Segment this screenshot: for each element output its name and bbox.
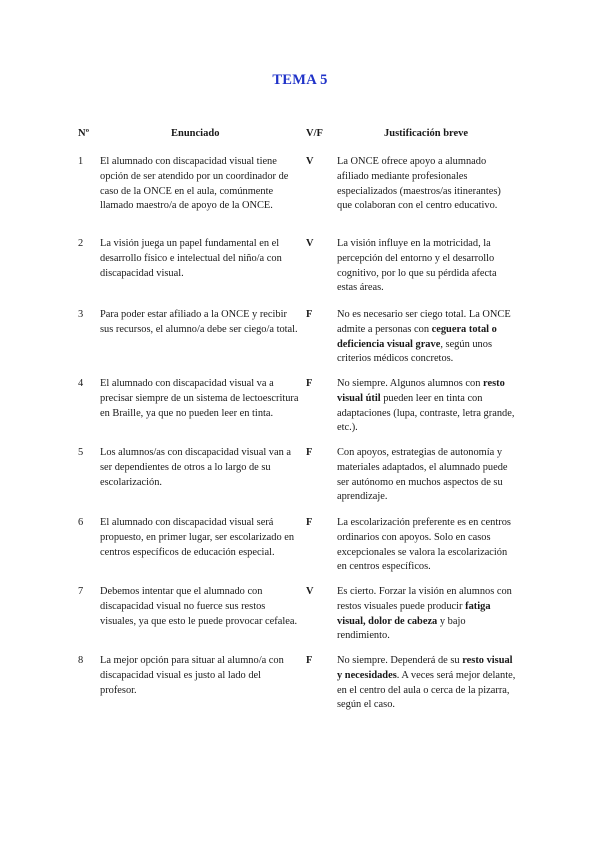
justification-segment: No siempre. Algunos alumnos con bbox=[337, 378, 484, 389]
row-statement: Los alumnos/as con discapacidad visual van a ser dependientes de otros a lo largo de su escolarización. bbox=[100, 447, 292, 488]
justification-segment: La ONCE ofrece apoyo a alumnado afiliado mediante profesionales especializados (maestros/as itinerantes) que colaboran con el centro educativo. bbox=[337, 156, 501, 212]
row-statement: La mejor opción para situar al alumno/a con discapacidad visual es justo al lado del profesor. bbox=[100, 655, 284, 696]
row-number: 5 bbox=[78, 447, 84, 458]
justification-segment: La visión influye en la motricidad, la percepción del entorno y el desarrollo cognitivo, por lo que su pérdida afecta estas áreas. bbox=[337, 238, 497, 294]
row-statement: La visión juega un papel fundamental en el desarrollo físico e intelectual del niño/a con discapacidad visual. bbox=[100, 238, 282, 279]
row-justification bbox=[337, 654, 517, 713]
justification-segment: No siempre. Dependerá de su bbox=[337, 655, 463, 666]
row-vf: F bbox=[306, 447, 313, 458]
header-justification: Justificación breve bbox=[384, 128, 469, 139]
justification-bold-segment: ceguera total o deficiencia visual grave bbox=[337, 323, 497, 350]
row-justification bbox=[337, 516, 517, 575]
row-number: 6 bbox=[78, 517, 84, 528]
row-vf: F bbox=[306, 309, 313, 320]
row-statement: El alumnado con discapacidad visual será propuesto, en primer lugar, ser escolarizado en centros específicos de educación especial. bbox=[100, 517, 295, 558]
justification-segment: , según unos criterios médicos concretos. bbox=[337, 338, 492, 365]
row-number: 3 bbox=[78, 309, 84, 320]
justification-segment: La escolarización preferente es en centros ordinarios con apoyos. Solo en casos excepcionales se valora la escolarización en centros específicos. bbox=[337, 517, 511, 573]
row-vf: V bbox=[306, 238, 314, 249]
table-header bbox=[0, 128, 600, 144]
header-vf: V/F bbox=[306, 128, 323, 139]
row-vf: F bbox=[306, 655, 313, 666]
page-title: TEMA 5 bbox=[272, 72, 328, 88]
justification-bold-segment: fatiga visual, dolor de cabeza bbox=[337, 600, 491, 627]
row-justification bbox=[337, 155, 517, 214]
justification-segment: Es cierto. Forzar la visión en alumnos con restos visuales puede producir bbox=[337, 586, 512, 612]
justification-segment: y bajo rendimiento. bbox=[337, 615, 466, 642]
row-number: 2 bbox=[78, 238, 84, 249]
row-justification bbox=[337, 308, 517, 367]
row-number: 8 bbox=[78, 655, 84, 666]
header-num: Nº bbox=[78, 128, 90, 139]
row-number: 7 bbox=[78, 586, 84, 597]
row-number: 4 bbox=[78, 378, 84, 389]
row-vf: F bbox=[306, 378, 313, 389]
justification-segment: No es necesario ser ciego total. La ONCE admite a personas con bbox=[337, 309, 511, 335]
row-statement: El alumnado con discapacidad visual va a precisar siempre de un sistema de lectoescritura en Braille, ya que no pueden leer en tinta. bbox=[100, 378, 299, 419]
row-justification bbox=[337, 446, 517, 505]
row-vf: V bbox=[306, 156, 314, 167]
justification-bold-segment: resto visual útil bbox=[337, 378, 505, 404]
justification-segment: . A veces será mejor delante, en el centro del aula o cerca de la pizarra, según el caso. bbox=[337, 669, 516, 711]
row-justification bbox=[337, 585, 517, 644]
row-statement: Debemos intentar que el alumnado con discapacidad visual no fuerce sus restos visuales, ya que esto le puede provocar cefalea. bbox=[100, 586, 298, 627]
row-justification bbox=[337, 377, 517, 436]
justification-segment: Con apoyos, estrategias de autonomía y materiales adaptados, el alumnado puede ser autónomo en muchos aspectos de su aprendizaje. bbox=[337, 447, 508, 503]
header-statement: Enunciado bbox=[171, 128, 220, 139]
row-vf: V bbox=[306, 586, 314, 597]
row-statement: El alumnado con discapacidad visual tiene opción de ser atendido por un coordinador de caso de la ONCE en el aula, comúnmente llamado maestro/a de apoyo de la ONCE. bbox=[100, 156, 289, 212]
row-number: 1 bbox=[78, 156, 84, 167]
row-justification bbox=[337, 237, 517, 296]
row-statement: Para poder estar afiliado a la ONCE y recibir sus recursos, el alumno/a debe ser ciego/a total. bbox=[100, 309, 298, 335]
justification-bold-segment: resto visual y necesidades bbox=[337, 655, 513, 681]
row-vf: F bbox=[306, 517, 313, 528]
justification-segment: pueden leer en tinta con adaptaciones (lupa, contraste, letra grande, etc.). bbox=[337, 392, 515, 434]
